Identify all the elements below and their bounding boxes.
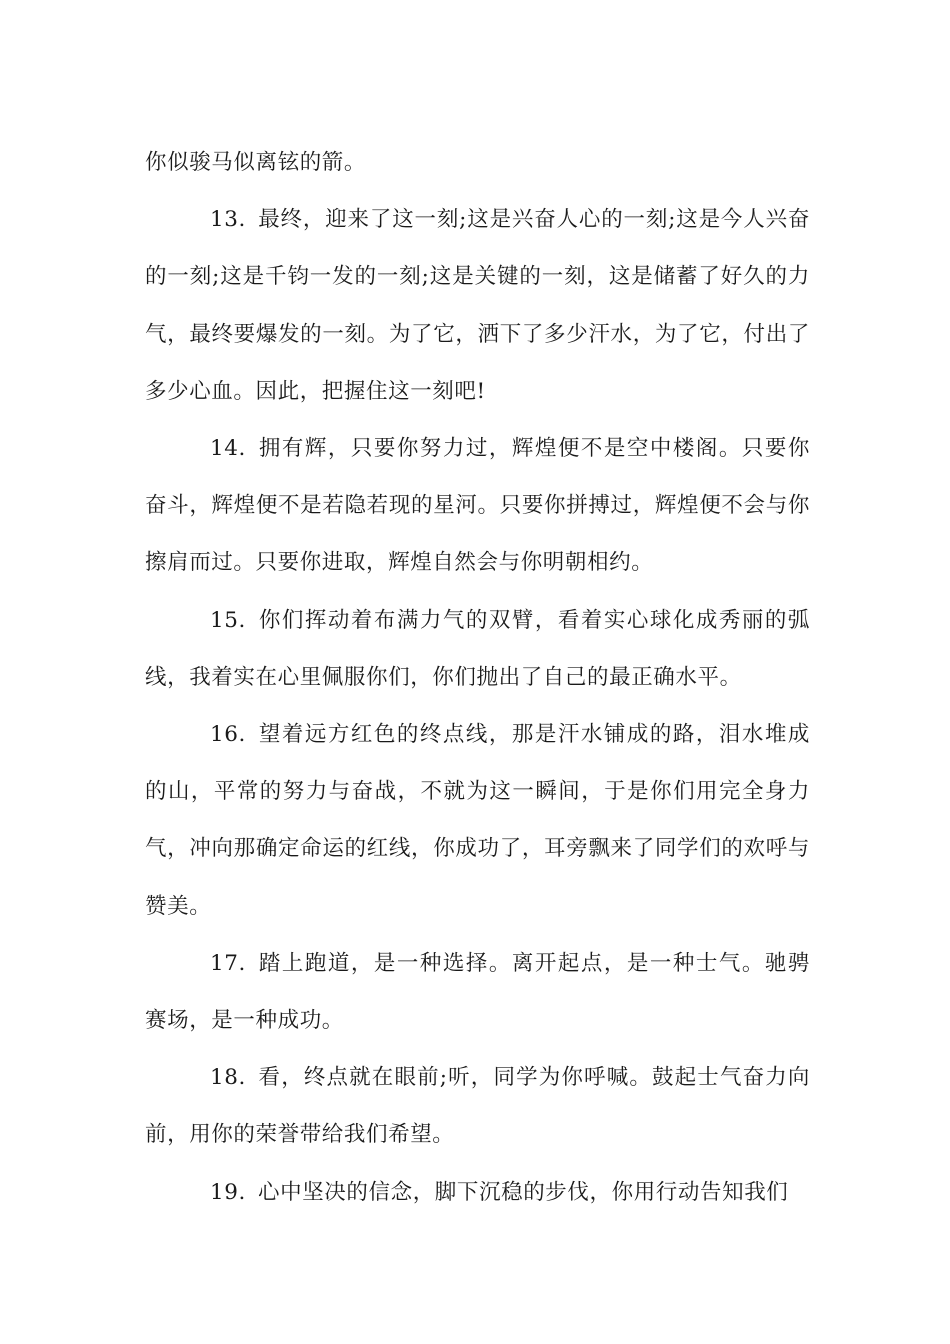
paragraph-16: [145, 706, 810, 935]
paragraph-13: [145, 191, 810, 420]
paragraph-text: 你们挥动着布满力气的双臂，看着实心球化成秀丽的弧线，我着实在心里佩服你们，你们抛出了自己的最正确水平。: [145, 607, 810, 690]
paragraph-17: [145, 935, 810, 1049]
paragraph-text: 拥有辉，只要你努力过，辉煌便不是空中楼阁。只要你奋斗，辉煌便不是若隐若现的星河。只要你拼搏过，辉煌便不会与你擦肩而过。只要你进取，辉煌自然会与你明朝相约。: [145, 436, 810, 576]
paragraph-text: 最终，迎来了这一刻;这是兴奋人心的一刻;这是今人兴奋的一刻;这是千钧一发的一刻;这是关键的一刻，这是储蓄了好久的力气，最终要爆发的一刻。为了它，洒下了多少汗水，为了它，付出了多少心血。因此，把握住这一刻吧!: [145, 207, 810, 404]
paragraph-14: [145, 420, 810, 592]
paragraph-text: 心中坚决的信念，脚下沉稳的步伐，你用行动告知我们: [258, 1179, 789, 1205]
paragraph-18: [145, 1049, 810, 1163]
paragraph-number: 14.: [210, 436, 246, 462]
paragraph-19: [145, 1164, 810, 1221]
paragraph-number: 17.: [210, 950, 246, 976]
paragraph-15: [145, 592, 810, 706]
paragraph-text: 你似骏马似离铉的箭。: [145, 150, 367, 175]
paragraph-continuation: [145, 134, 810, 191]
document-body: [145, 134, 810, 1221]
paragraph-number: 13.: [210, 207, 246, 233]
paragraph-text: 望着远方红色的终点线，那是汗水铺成的路，泪水堆成的山，平常的努力与奋战，不就为这一瞬间，于是你们用完全身力气，冲向那确定命运的红线，你成功了，耳旁飘来了同学们的欢呼与赞美。: [145, 722, 810, 919]
paragraph-number: 16.: [210, 722, 246, 748]
paragraph-number: 19.: [210, 1179, 246, 1205]
paragraph-number: 18.: [210, 1065, 246, 1091]
paragraph-text: 踏上跑道，是一种选择。离开起点，是一种士气。驰骋赛场，是一种成功。: [145, 950, 810, 1034]
paragraph-number: 15.: [210, 607, 246, 633]
paragraph-text: 看，终点就在眼前;听，同学为你呼喊。鼓起士气奋力向前，用你的荣誉带给我们希望。: [145, 1065, 810, 1148]
